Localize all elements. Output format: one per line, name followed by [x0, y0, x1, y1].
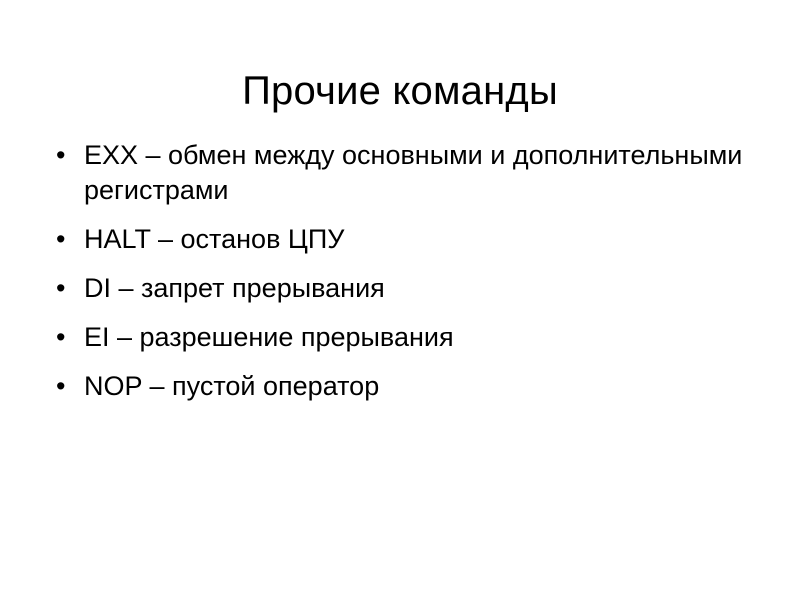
list-item	[48, 222, 760, 257]
list-item	[48, 320, 760, 355]
bullet-point-icon: •	[56, 322, 66, 353]
bullet-point-icon: •	[56, 140, 66, 170]
list-item	[48, 271, 760, 306]
bullet-list	[48, 138, 760, 419]
bullet-point-icon: •	[56, 371, 66, 402]
list-item-text: DI – запрет прерывания	[84, 273, 385, 304]
bullet-point-icon: •	[56, 273, 66, 304]
list-item-text: NOP – пустой оператор	[84, 371, 380, 402]
list-item-text: EI – разрешение прерывания	[84, 322, 454, 353]
bullet-point-icon: •	[56, 224, 66, 255]
list-item	[48, 369, 760, 404]
list-item-text: EXX – обмен между основными и дополнительными регистрами	[84, 140, 743, 206]
list-item-text: HALT – останов ЦПУ	[84, 224, 345, 255]
list-item	[48, 138, 760, 208]
page-title: Прочие команды	[242, 68, 558, 113]
